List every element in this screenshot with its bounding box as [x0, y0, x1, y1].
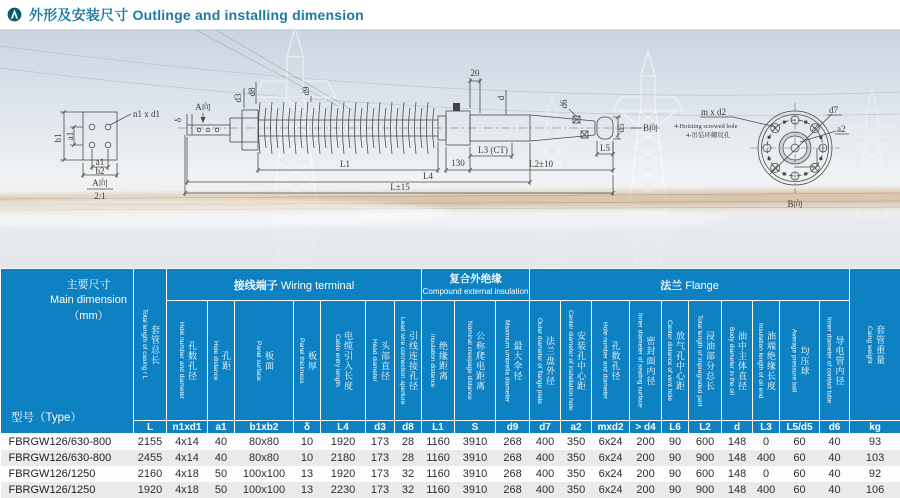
value-cell: 148: [722, 466, 753, 482]
dim-l4-label: L4: [423, 171, 433, 181]
col-header-mxd2: Hole number and diameter 孔数孔径: [592, 301, 630, 421]
col-header-S: Nominal creepage distance 公称爬电距离: [455, 301, 496, 421]
value-cell: 40: [820, 466, 850, 482]
dim-l1-label: L1: [340, 159, 350, 169]
table-row: [1, 482, 900, 498]
table-row: [1, 466, 900, 482]
value-cell: 148: [722, 434, 753, 450]
var-d7: d7: [530, 421, 561, 434]
view-a-label: A向: [92, 177, 108, 188]
col-header-L2: Total length of impregnated part 浸油部分总长: [689, 301, 722, 421]
col-header-d8: Lead wire connection aperture 引线连接孔径: [395, 301, 422, 421]
col-header-d7: Outer diameter of flange plate 法兰盘外径: [530, 301, 561, 421]
var-d8: d8: [395, 421, 422, 434]
var-L5/d5: L5/d5: [780, 421, 820, 434]
dim-a1-left-label: a1: [65, 132, 75, 141]
col-header-> d4: Inner diameter of sealing surface 密封面内径: [630, 301, 662, 421]
hoisting-note-zh: 4-吊装环螺纹孔: [686, 130, 731, 139]
value-cell: 2155: [134, 434, 167, 450]
col-header-a2: Center diameter of installation hole 安装孔中心距: [561, 301, 592, 421]
group-header-row: [1, 269, 900, 301]
value-cell: 1920: [134, 482, 167, 498]
col-header-L: Total length of casing / L 套管总长: [134, 269, 167, 421]
dim-b1-label: b1: [53, 134, 63, 143]
var-> d4: > d4: [630, 421, 662, 434]
value-cell: 400: [753, 450, 780, 466]
value-cell: 900: [689, 450, 722, 466]
var-L1: L1: [422, 421, 455, 434]
value-cell: 100x100: [235, 482, 294, 498]
corner-cell: [1, 269, 134, 434]
value-cell: 148: [722, 450, 753, 466]
value-cell: 13: [294, 466, 321, 482]
dim-b2-label: b2: [96, 166, 105, 176]
value-cell: 40: [820, 434, 850, 450]
col-header-d9: Maximum umbrella diameter 最大伞径: [496, 301, 530, 421]
value-cell: 92: [850, 466, 900, 482]
value-cell: 90: [662, 466, 689, 482]
value-cell: 3910: [455, 466, 496, 482]
var-d3: d3: [366, 421, 395, 434]
value-cell: 1920: [321, 466, 366, 482]
var-a1: a1: [208, 421, 235, 434]
value-cell: 6x24: [592, 434, 630, 450]
var-L6: L6: [662, 421, 689, 434]
col-header-a1: Hole distance 孔距: [208, 301, 235, 421]
value-cell: 268: [496, 450, 530, 466]
value-cell: 350: [561, 482, 592, 498]
col-header-L1: insulation distance 绝缘距离: [422, 301, 455, 421]
value-cell: 40: [820, 482, 850, 498]
value-cell: 60: [780, 482, 820, 498]
dimension-spec-table: [0, 268, 900, 498]
value-cell: 0: [753, 434, 780, 450]
value-cell: 173: [366, 466, 395, 482]
value-cell: 268: [496, 482, 530, 498]
var-mxd2: mxd2: [592, 421, 630, 434]
bushing-side-view: [62, 68, 658, 196]
title-bar: [0, 0, 900, 30]
dim-d-label: d: [496, 95, 506, 100]
value-cell: 173: [366, 450, 395, 466]
bushing-outline-drawing: [0, 30, 900, 268]
dim-ltotal-label: L±15: [390, 182, 410, 192]
page-title: 外形及安装尺寸 Outlinge and installing dimension: [29, 5, 364, 25]
value-cell: 200: [630, 450, 662, 466]
var-S: S: [455, 421, 496, 434]
value-cell: 50: [208, 482, 235, 498]
value-cell: 200: [630, 482, 662, 498]
view-b-bottom-label: B向: [787, 198, 802, 209]
value-cell: 4x14: [167, 450, 208, 466]
var-L4: L4: [321, 421, 366, 434]
dim-d8-label: d8: [247, 87, 257, 97]
value-cell: 40: [208, 434, 235, 450]
value-cell: 6x24: [592, 450, 630, 466]
value-cell: 28: [395, 450, 422, 466]
value-cell: 60: [780, 450, 820, 466]
type-cell: FBRGW126/1250: [1, 466, 134, 482]
col-header-L3: Insulation length of oil end 油端绝缘长度: [753, 301, 780, 421]
dim-mxd2-label: m x d2: [701, 107, 726, 117]
value-cell: 40: [208, 450, 235, 466]
dim-l3ct-label: L3 (CT): [478, 145, 508, 155]
value-cell: 2160: [134, 466, 167, 482]
value-cell: 173: [366, 482, 395, 498]
col-header-kg: Caing weight 套管重量: [850, 269, 900, 421]
spec-table-body: [1, 434, 900, 498]
value-cell: 90: [662, 482, 689, 498]
var-L: L: [134, 421, 167, 434]
dim-d5-label: d5: [616, 123, 626, 133]
hoisting-note-en: 4-Hoisting screwed hole: [674, 123, 738, 130]
view-b-side-label: B向: [643, 122, 658, 133]
value-cell: 200: [630, 466, 662, 482]
value-cell: 268: [496, 434, 530, 450]
value-cell: 2230: [321, 482, 366, 498]
value-cell: 6x24: [592, 482, 630, 498]
col-header-d3: Head diameter 头部直径: [366, 301, 395, 421]
dim-130-label: 130: [451, 158, 465, 168]
terminal-plate-detail: [53, 109, 160, 201]
dim-d9-label: d9: [301, 86, 311, 96]
variable-row: [1, 421, 900, 434]
var-n1xd1: n1xd1: [167, 421, 208, 434]
value-cell: 10: [294, 450, 321, 466]
type-cell: FBRGW126/630-800: [1, 434, 134, 450]
value-cell: 200: [630, 434, 662, 450]
value-cell: 3910: [455, 482, 496, 498]
value-cell: 40: [820, 450, 850, 466]
value-cell: 3910: [455, 434, 496, 450]
value-cell: 4x14: [167, 434, 208, 450]
value-cell: 93: [850, 434, 900, 450]
var-a2: a2: [561, 421, 592, 434]
value-cell: 400: [530, 434, 561, 450]
value-cell: 173: [366, 434, 395, 450]
dim-n1xd1-label: n1 x d1: [133, 109, 160, 119]
type-cell: FBRGW126/630-800: [1, 450, 134, 466]
var-d6: d6: [820, 421, 850, 434]
view-a-pointer-label: A向: [195, 101, 211, 112]
value-cell: 148: [722, 482, 753, 498]
dim-d6-label: d6: [559, 99, 569, 109]
value-cell: 400: [530, 482, 561, 498]
value-cell: 80x80: [235, 450, 294, 466]
value-cell: 6x24: [592, 466, 630, 482]
brand-logo-icon: [7, 7, 22, 22]
value-cell: 268: [496, 466, 530, 482]
col-header-b1xb2: Panel surface 板面: [235, 301, 294, 421]
value-cell: 400: [530, 450, 561, 466]
value-cell: 50: [208, 466, 235, 482]
value-cell: 90: [662, 434, 689, 450]
value-cell: 600: [689, 466, 722, 482]
dim-a2-label: a2: [837, 124, 846, 134]
group-flange: 法兰 Flange: [530, 269, 850, 301]
value-cell: 600: [689, 434, 722, 450]
type-label: 型号（Type）: [11, 409, 82, 425]
col-header-n1xd1: Hole number and diameter 孔数孔径: [167, 301, 208, 421]
value-cell: 350: [561, 466, 592, 482]
value-cell: 1920: [321, 434, 366, 450]
photo-background: [0, 30, 900, 268]
value-cell: 2180: [321, 450, 366, 466]
value-cell: 1160: [422, 450, 455, 466]
value-cell: 400: [753, 482, 780, 498]
value-cell: 32: [395, 482, 422, 498]
table-row: [1, 450, 900, 466]
value-cell: 100x100: [235, 466, 294, 482]
main-dimension-label: 主要尺寸 Main dimension （mm）: [50, 278, 127, 324]
value-cell: 28: [395, 434, 422, 450]
value-cell: 350: [561, 450, 592, 466]
value-cell: 900: [689, 482, 722, 498]
value-cell: 10: [294, 434, 321, 450]
dim-l5-label: L5: [600, 143, 610, 153]
value-cell: 1160: [422, 434, 455, 450]
var-d9: d9: [496, 421, 530, 434]
dim-20-label: 20: [471, 68, 481, 78]
technical-drawing-area: [0, 30, 900, 268]
var-d: d: [722, 421, 753, 434]
view-a-scale-label: 2:1: [94, 191, 106, 201]
col-header-L5/d5: Average pressure ball 均压球: [780, 301, 820, 421]
group-compound-insulation: 复合外绝缘 Compound external insulation: [422, 269, 530, 301]
value-cell: 400: [530, 466, 561, 482]
value-cell: 3910: [455, 450, 496, 466]
value-cell: 0: [753, 466, 780, 482]
var-kg: kg: [850, 421, 900, 434]
value-cell: 1160: [422, 482, 455, 498]
value-cell: 4x18: [167, 482, 208, 498]
value-cell: 106: [850, 482, 900, 498]
dim-l2-label: L2±10: [529, 159, 553, 169]
type-cell: FBRGW126/1250: [1, 482, 134, 498]
value-cell: 1160: [422, 466, 455, 482]
col-header-L4: Cable entry length 电缆引入长度: [321, 301, 366, 421]
col-header-L6: Center distance of vent hole 放气孔中心距: [662, 301, 689, 421]
value-cell: 60: [780, 466, 820, 482]
value-cell: 103: [850, 450, 900, 466]
col-header-δ: Panel thickness 板厚: [294, 301, 321, 421]
col-header-d6: Inner diameter of contact tube 导电管内径: [820, 301, 850, 421]
col-header-d: Body diameter in the oil 油中主体直径: [722, 301, 753, 421]
value-cell: 60: [780, 434, 820, 450]
value-cell: 32: [395, 466, 422, 482]
value-cell: 4x18: [167, 466, 208, 482]
value-cell: 80x80: [235, 434, 294, 450]
dim-d3-label: d3: [233, 93, 243, 103]
var-b1xb2: b1xb2: [235, 421, 294, 434]
value-cell: 13: [294, 482, 321, 498]
dim-delta-label: δ: [173, 118, 183, 122]
dim-d7-label: d7: [829, 105, 839, 115]
group-wiring-terminal: 接线端子 Wiring terminal: [167, 269, 422, 301]
var-L2: L2: [689, 421, 722, 434]
var-L3: L3: [753, 421, 780, 434]
value-cell: 2455: [134, 450, 167, 466]
var-δ: δ: [294, 421, 321, 434]
dim-a1-bottom-label: a1: [96, 157, 105, 167]
value-cell: 350: [561, 434, 592, 450]
table-row: [1, 434, 900, 450]
value-cell: 90: [662, 450, 689, 466]
